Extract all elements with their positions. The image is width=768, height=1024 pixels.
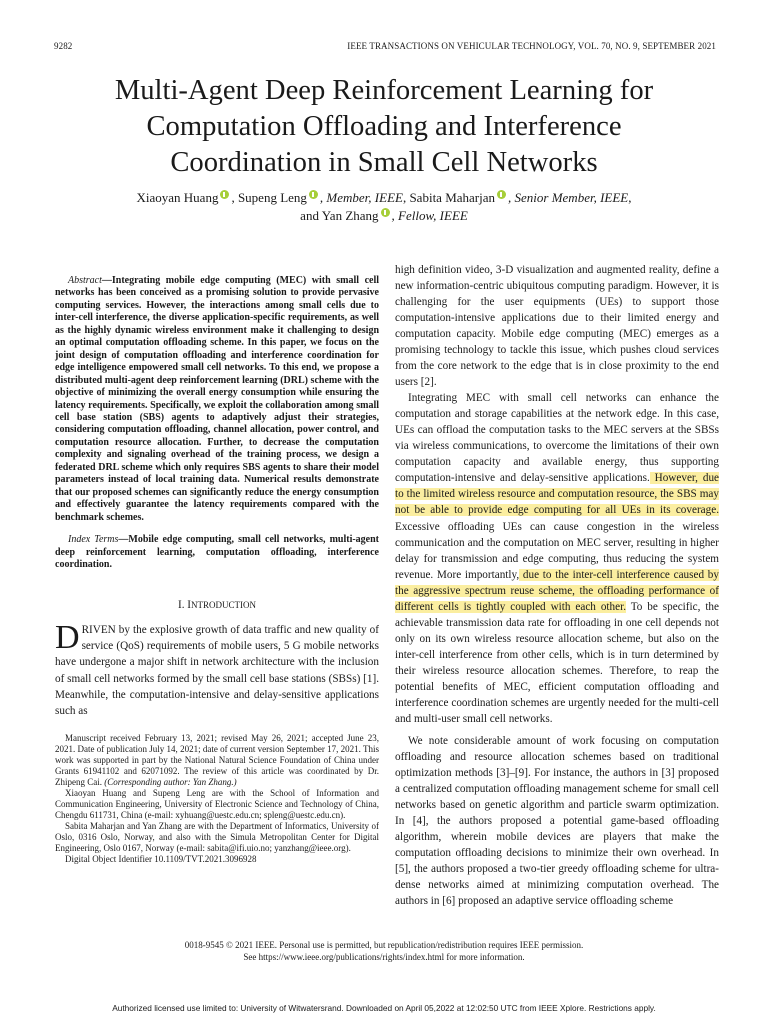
index-terms	[55, 534, 379, 571]
title-line-1: Multi-Agent Deep Reinforcement Learning for	[114, 75, 654, 106]
author-line-2	[60, 207, 708, 225]
right-paragraph-1: high definition video, 3-D visualization and augmented reality, define a new information-centric ubiquitous computing paradigm. However, it is challenging for the user equipments (UEs) to support those computation-intensive applications due to their limited energy and computation capacity. Mobile edge computing (MEC) emerges as a promising technology to tackle this issue, which pushes cloud services from the core network to the edge that is in close proximity to the end users [2].	[395, 264, 719, 389]
doi: Digital Object Identifier 10.1109/TVT.2021.3096928	[65, 853, 257, 864]
copyright-notice	[40, 940, 728, 963]
paper-title	[60, 73, 708, 181]
author-maharjan: , Sabita Maharjan	[402, 190, 496, 205]
drop-cap: D	[55, 619, 80, 657]
author-maharjan-role: , Senior Member, IEEE	[508, 190, 629, 205]
highlight-1: However, due to the limited wireless resource and computation resource, the SBS may not be able to provide edge computing for all UEs in its coverage.	[395, 472, 720, 517]
para2-text-a: Integrating MEC with small cell networks can enhance the computation and storage capabilities at the network edge. In this case, UEs can offload the computation tasks to the MEC servers at the SBSs via wireless communications, to overcome the limitations of their own computation capacity and available energy, thus supporting computation-intensive and delay-sensitive applications.	[395, 392, 719, 485]
highlight-2: due to the inter-cell interference caused by the aggressive spectrum reuse scheme, the offloading performance of different cells is tightly coupled with each other.	[395, 568, 719, 613]
section-heading-introduction	[55, 599, 379, 611]
orcid-icon[interactable]	[220, 190, 229, 199]
title-line-3: Coordination in Small Cell Networks	[170, 147, 598, 178]
para2-text-b: Excessive offloading UEs can cause congestion in the wireless communication and the computation on MEC server, resulting in higher delay for transmission and edge computing, thus reducing the system revenue. More importantly,	[395, 520, 719, 581]
abstract	[55, 275, 379, 524]
author-list	[60, 189, 708, 225]
author-leng-role: , Member, IEEE	[319, 190, 403, 205]
section-name-first: I	[187, 599, 192, 612]
author-zhang-role: , Fellow, IEEE	[391, 208, 468, 223]
copyright-line-1: 0018-9545 © 2021 IEEE. Personal use is permitted, but republication/redistribution requires IEEE permission.	[184, 940, 584, 950]
copyright-line-2: See https://www.ieee.org/publications/rights/index.html for more information.	[243, 951, 525, 962]
abstract-text: —Integrating mobile edge computing (MEC) with small cell networks has been conceived as a promising solution to provide pervasive computing services. However, the interactions among small cells due to inter-cell interference, the diverse application-specific requirements, as well as the highly dynamic wireless environment make it challenging to design an optimal computation offloading scheme. In this paper, we focus on the joint design of computation offloading and interference coordination for edge intelligence empowered small cell networks. To this end, we propose a distributed multi-agent deep reinforcement learning (DRL) scheme with the objective of minimizing the overall energy consumption while ensuring the latency requirements. Specifically, we exploit the collaboration among small cell base station (SBS) agents to adaptively adjust their strategies, considering computation offloading, channel allocation, power control, and computation resource allocation. Further, to decrease the computation complexity and signaling overhead of the training process, we design a federated DRL scheme which only requires SBS agents to share their model parameters instead of local training data. Numerical results demonstrate that our proposed schemes can significantly reduce the energy consumption and effectively guarantee the latency requirements compared with the benchmark schemes.	[55, 275, 379, 523]
footnote-manuscript	[55, 733, 379, 788]
journal-header: IEEE TRANSACTIONS ON VEHICULAR TECHNOLOGY, VOL. 70, NO. 9, SEPTEMBER 2021	[347, 41, 716, 51]
author-separator: ,	[628, 190, 632, 205]
title-line-2: Computation Offloading and Interference	[146, 111, 622, 142]
footnote-affiliation-1: Xiaoyan Huang and Supeng Leng are with the School of Information and Communication Engineering, University of Electronic Science and Technology of China, Chengdu 611731, China (e-mail: xyhuang@uestc.edu.cn; spleng@uestc.edu.cn).	[55, 787, 379, 820]
right-column	[395, 262, 719, 909]
orcid-icon[interactable]	[497, 190, 506, 199]
right-paragraph-3: We note considerable amount of work focusing on computation offloading and resource allocation schemes based on traditional optimization methods [3]–[9]. For instance, the authors in [3] proposed a centralized computation offloading management scheme for small cell networks based on genetic algorithm and particle swarm optimization. In [4], the authors proposed a potential game-based offloading algorithm, wherein mobile devices are players that make the computation offloading decisions to minimize their own overhead. In [5], the authors proposed a two-tier greedy offloading scheme for ultra-dense networks aimed at minimizing computation overhead. The authors in [6] proposed an adaptive service offloading scheme	[395, 734, 719, 908]
page-number: 9282	[54, 41, 73, 51]
orcid-icon[interactable]	[309, 190, 318, 199]
license-notice: Authorized licensed use limited to: University of Witwatersrand. Downloaded on April 05,2022 at 12:02:50 UTC from IEEE Xplore. Restrictions apply.	[112, 1003, 656, 1013]
section-numeral: I.	[177, 599, 188, 612]
index-terms-text: —Mobile edge computing, small cell networks, multi-agent deep reinforcement learning, computation offloading, interference coordination.	[55, 534, 380, 570]
para2-text-c: To be specific, the achievable transmission data rate for offloading in one cell depends not only on its own wireless resource allocation scheme, but also on the inter-cell interference from other cells, which is in turn determined by their wireless resource allocation schemes. Therefore, to reap the potential benefits of MEC, efficient computation offloading and interference coordination schemes are urgently needed for the multi-cell and multi-user small cell networks.	[395, 600, 719, 725]
right-paragraph-2	[395, 390, 719, 727]
author-huang: Xiaoyan Huang	[136, 190, 219, 205]
section-name-rest: NTRODUCTION	[191, 600, 257, 611]
footnotes	[55, 733, 379, 865]
author-leng: , Supeng Leng	[231, 190, 307, 205]
intro-text: RIVEN by the explosive growth of data traffic and new quality of service (QoS) requirements of mobile users, 5 G mobile networks have undergone a major shift in network architecture with the inclusion of small cell networks formed by the small cell base stations (SBSs) [1]. Meanwhile, the computation-intensive and delay-sensitive applications such as	[55, 624, 379, 717]
corresponding-author: (Corresponding author: Yan Zhang.)	[102, 776, 237, 787]
author-zhang: and Yan Zhang	[300, 208, 379, 223]
orcid-icon[interactable]	[381, 208, 390, 217]
left-column	[55, 265, 379, 865]
intro-paragraph	[55, 619, 379, 718]
author-line-1	[60, 189, 708, 207]
index-terms-label: Index Terms	[68, 534, 119, 546]
footnote-affiliation-2: Sabita Maharjan and Yan Zhang are with the Department of Informatics, University of Oslo, 0316 Oslo, Norway, and also with the Simula Metropolitan Center for Digital Engineering, Oslo 0167, Norway (e-mail: sabita@ifi.uio.no; yanzhang@ieee.org).	[55, 820, 379, 853]
footnote-manuscript-text: Manuscript received February 13, 2021; revised May 26, 2021; accepted June 23, 2021. Date of publication July 14, 2021; date of current version September 17, 2021. This work was supported in part by the National Natural Science Foundation of China under Grants 61941102 and 62071092. The review of this article was coordinated by Dr. Zhipeng Cai.	[55, 732, 379, 787]
abstract-label: Abstract	[68, 275, 102, 286]
